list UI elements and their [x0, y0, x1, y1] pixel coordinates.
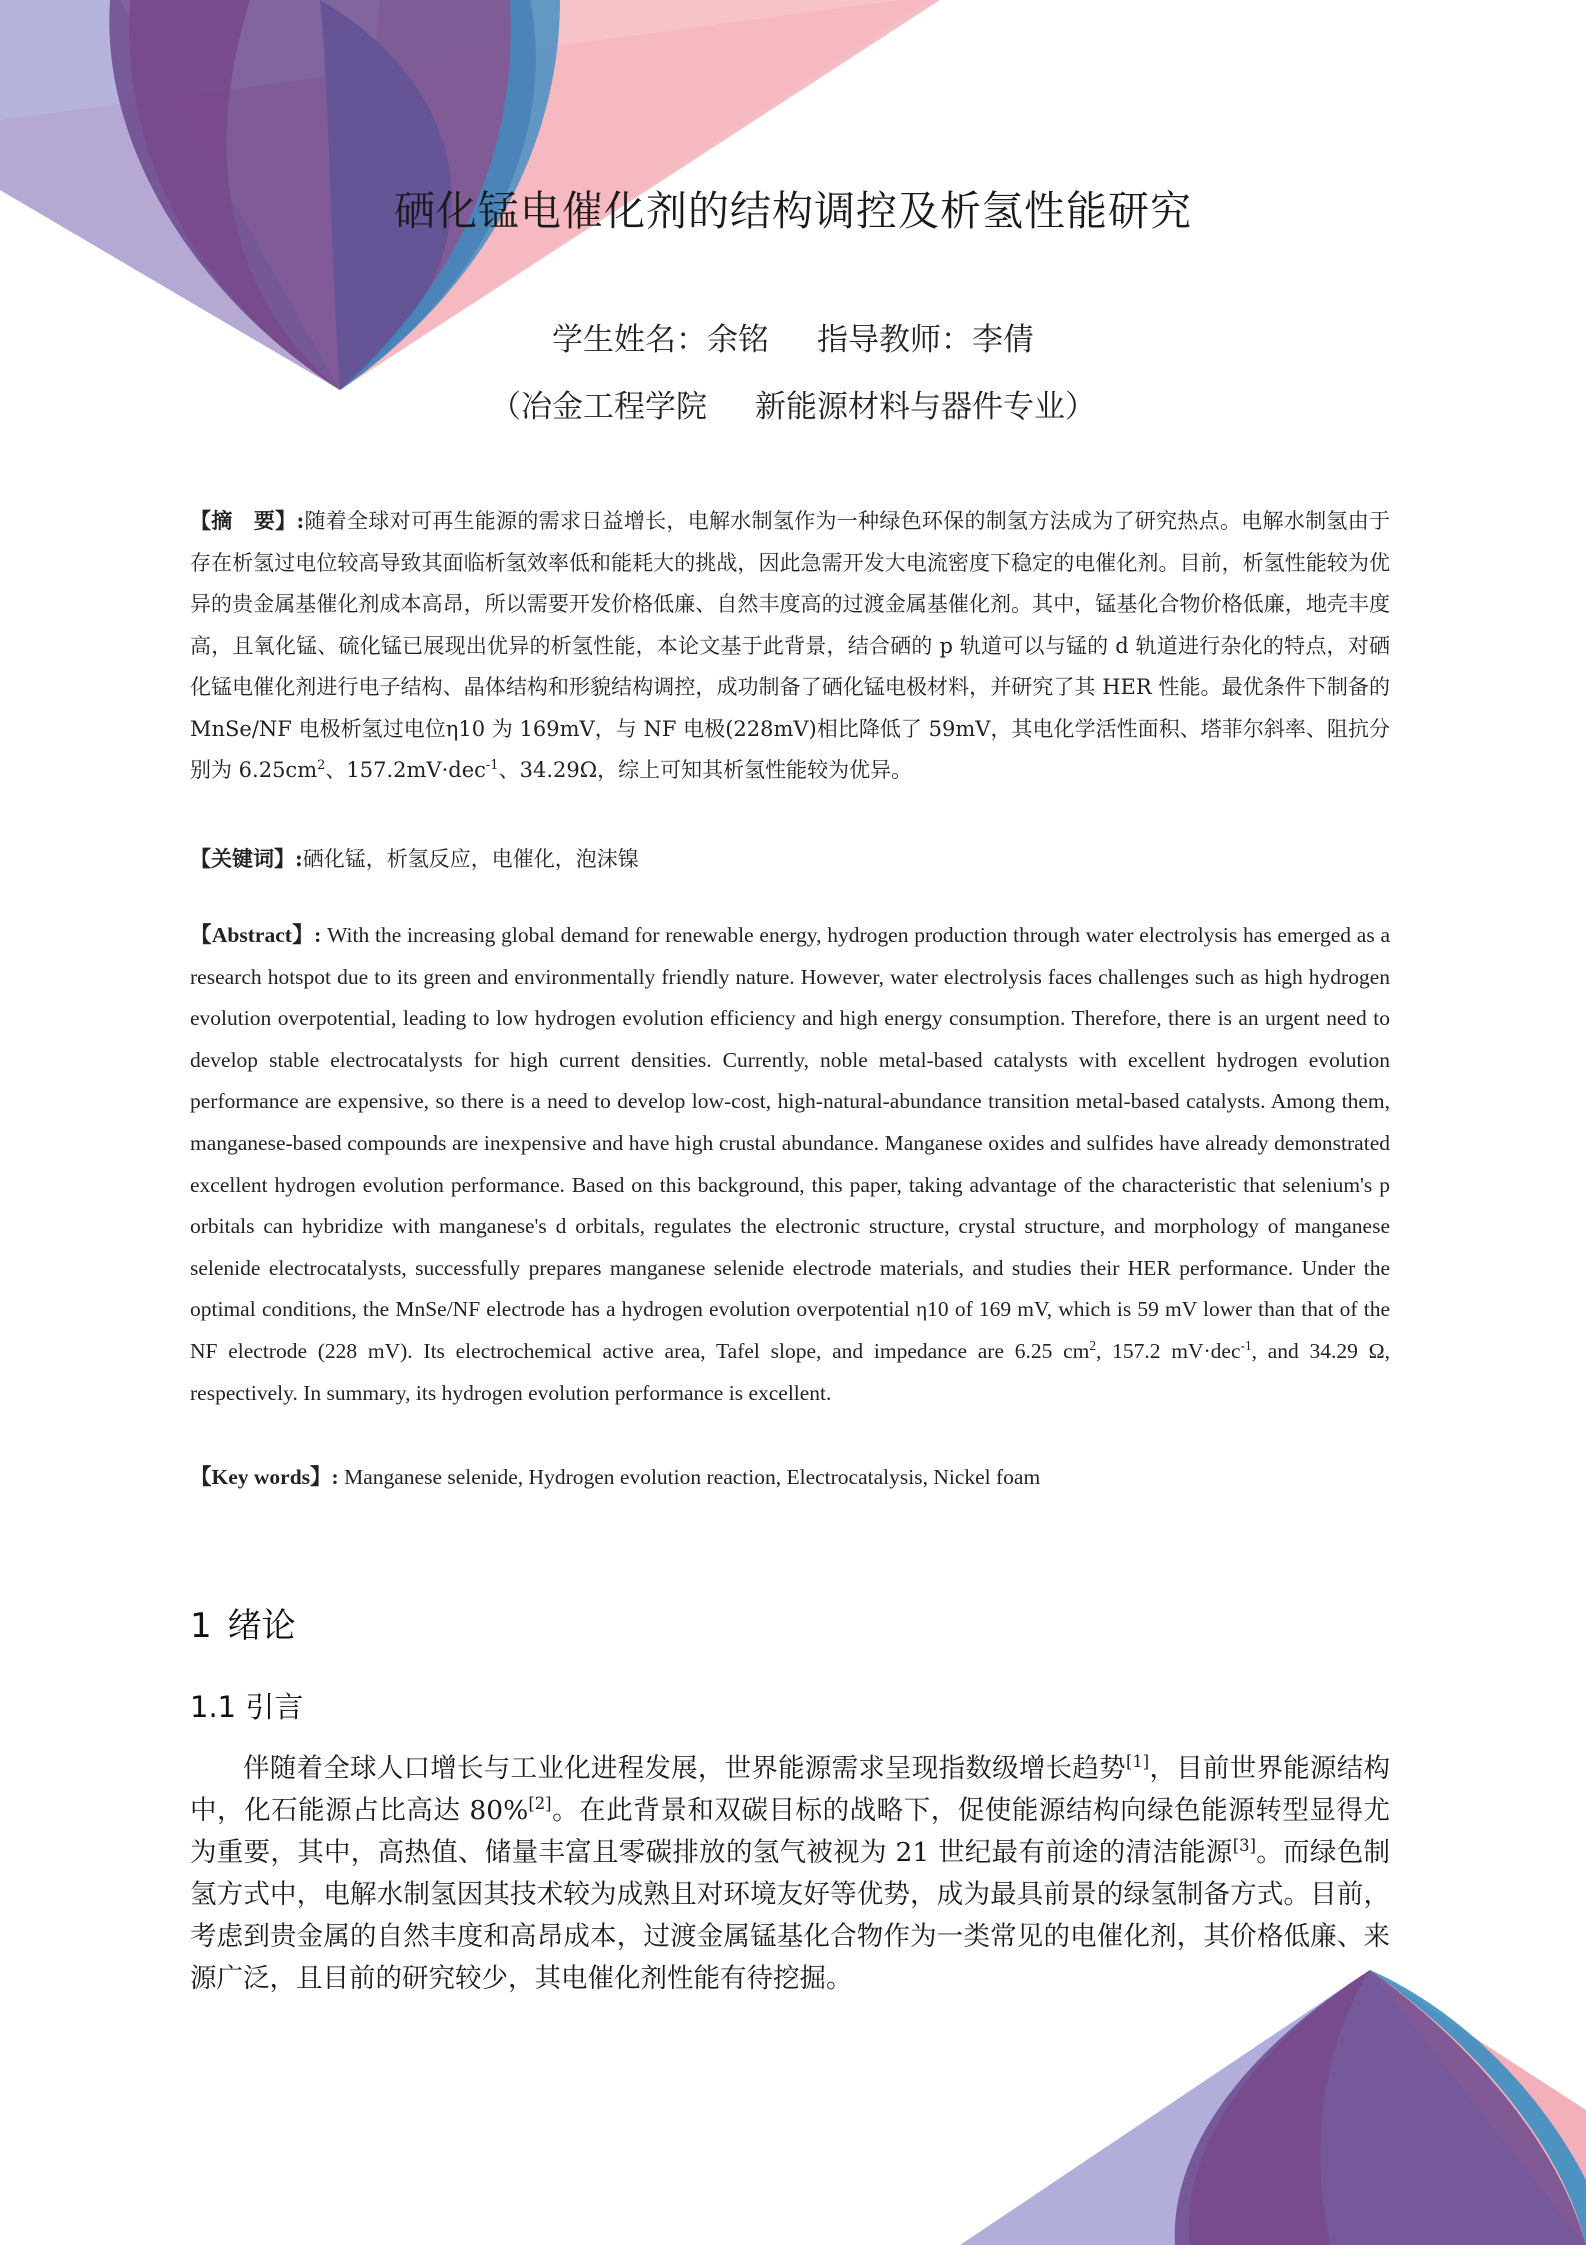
abstract-chinese — [190, 500, 1390, 792]
citation-3: [3] — [1232, 1836, 1256, 1856]
abstract-en-text-2: , 157.2 mV·dec — [1096, 1338, 1241, 1363]
keywords-en-text: Manganese selenide, Hydrogen evolution reaction, Electrocatalysis, Nickel foam — [338, 1465, 1041, 1489]
decor-blue-petal-bottom — [1370, 1970, 1586, 2245]
major-name: 新能源材料与器件专业 — [755, 389, 1065, 425]
affiliation-open-paren: （ — [490, 389, 521, 425]
abstract-en-sup-2: -1 — [1240, 1337, 1252, 1353]
advisor-name: 指导教师：李倩 — [817, 322, 1034, 358]
citation-2: [2] — [528, 1794, 552, 1814]
decor-pink-band-bottom — [1370, 1970, 1586, 2245]
keywords-cn-label: 【关键词】: — [190, 846, 303, 871]
affiliation-line — [0, 381, 1586, 426]
decor-lavender-band-bottom — [960, 1970, 1586, 2245]
affiliation-close-paren: ） — [1065, 389, 1096, 425]
keywords-english — [190, 1457, 1390, 1499]
section-1-title: 绪论 — [227, 1606, 296, 1646]
intro-text-4: 。而绿色制氢方式中，电解水制氢因其技术较为成熟且对环境友好等优势，成为最具前景的绿氢制备方式。目前，考虑到贵金属的自然丰度和高昂成本，过渡金属锰基化合物作为一类常见的电催化剂，其价格低廉、来源广泛，且目前的研究较少，其电催化剂性能有待挖掘。 — [190, 1837, 1390, 1994]
intro-text-3: 。在此背景和双碳目标的战略下，促使能源结构向绿色能源转型显得尤为重要，其中，高热值、储量丰富且零碳排放的氢气被视为 21 世纪最有前途的清洁能源 — [190, 1795, 1391, 1868]
abstract-en-text-3: , and 34.29 Ω, respectively. In summary, its hydrogen evolution performance is excellent. — [190, 1338, 1390, 1405]
intro-paragraph — [190, 1748, 1390, 2000]
abstract-english — [190, 915, 1390, 1414]
section-1-1-heading: 1.1 引言 — [190, 1690, 304, 1724]
abstract-cn-text: 随着全球对可再生能源的需求日益增长，电解水制氢作为一种绿色环保的制氢方法成为了研究热点。电解水制氢由于存在析氢过电位较高导致其面临析氢效率低和能耗大的挑战，因此急需开发大电流密度下稳定的电催化剂。目前，析氢性能较为优异的贵金属基催化剂成本高昂，所以需要开发价格低廉、自然丰度高的过渡金属基催化剂。其中，锰基化合物价格低廉，地壳丰度高，且氧化锰、硫化锰已展现出优异的析氢性能，本论文基于此背景，结合硒的 p 轨道可以与锰的 d 轨道进行杂化的特点，对硒化锰电催化剂进行电子结构、晶体结构和形貌结构调控，成功制备了硒化锰电极材料，并研究了其 HER 性能。最优条件下制备的 MnSe/NF 电极析氢过电位η10 为 169mV，与 NF 电极(228mV)相比降低了 59mV，其电化学活性面积、塔菲尔斜率、阻抗分别为 6.25cm — [190, 509, 1390, 782]
abstract-cn-label: 【摘 要】: — [190, 508, 305, 533]
keywords-en-label: 【Key words】: — [190, 1465, 339, 1489]
decor-magenta-petal-bottom — [1189, 1970, 1370, 2245]
abstract-cn-sup-1: 2 — [317, 758, 326, 773]
decor-purple-petal-bottom — [1175, 1970, 1586, 2245]
abstract-cn-text-3: 、34.29Ω，综上可知其析氢性能较为优异。 — [498, 758, 913, 782]
student-name: 学生姓名：余铭 — [552, 322, 769, 358]
paper-title: 硒化锰电催化剂的结构调控及析氢性能研究 — [394, 187, 1192, 235]
abstract-cn-sup-2: -1 — [485, 758, 499, 773]
abstract-cn-text-2: 、157.2mV·dec — [325, 758, 486, 782]
keywords-cn-text: 硒化锰，析氢反应，电催化，泡沫镍 — [302, 847, 639, 871]
section-1-heading — [190, 1598, 296, 1647]
section-1-number: 1 — [190, 1606, 212, 1646]
abstract-en-sup-1: 2 — [1089, 1337, 1097, 1353]
abstract-en-text: With the increasing global demand for renewable energy, hydrogen production through water electrolysis has emerged as a research hotspot due to its green and environmentally friendly nature. However, water electrolysis faces challenges such as high hydrogen evolution overpotential, leading to low hydrogen evolution efficiency and high energy consumption. Therefore, there is an urgent need to develop stable electrocatalysts for high current densities. Currently, noble metal-based catalysts with excellent hydrogen evolution performance are expensive, so there is a need to develop low-cost, high-natural-abundance transition metal-based catalysts. Among them, manganese-based compounds are inexpensive and have high crustal abundance. Manganese oxides and sulfides have already demonstrated excellent hydrogen evolution performance. Based on this background, this paper, taking advantage of the characteristic that selenium's p orbitals can hybridize with manganese's d orbitals, regulates the electronic structure, crystal structure, and morphology of manganese selenide electrocatalysts, successfully prepares manganese selenide electrode materials, and studies their HER performance. Under the optimal conditions, the MnSe/NF electrode has a hydrogen evolution overpotential η10 of 169 mV, which is 59 mV lower than that of the NF electrode (228 mV). Its electrochemical active area, Tafel slope, and impedance are 6.25 cm — [190, 923, 1390, 1363]
citation-1: [1] — [1125, 1752, 1150, 1772]
intro-text-1: 伴随着全球人口增长与工业化进程发展，世界能源需求呈现指数级增长趋势 — [243, 1753, 1126, 1784]
college-name: 冶金工程学院 — [521, 389, 707, 425]
author-line — [0, 314, 1586, 359]
keywords-chinese — [190, 838, 1390, 881]
intro-text-2: ，目前世界能源结构中，化石能源占比高达 80% — [190, 1753, 1391, 1826]
abstract-en-label: 【Abstract】: — [190, 923, 322, 947]
